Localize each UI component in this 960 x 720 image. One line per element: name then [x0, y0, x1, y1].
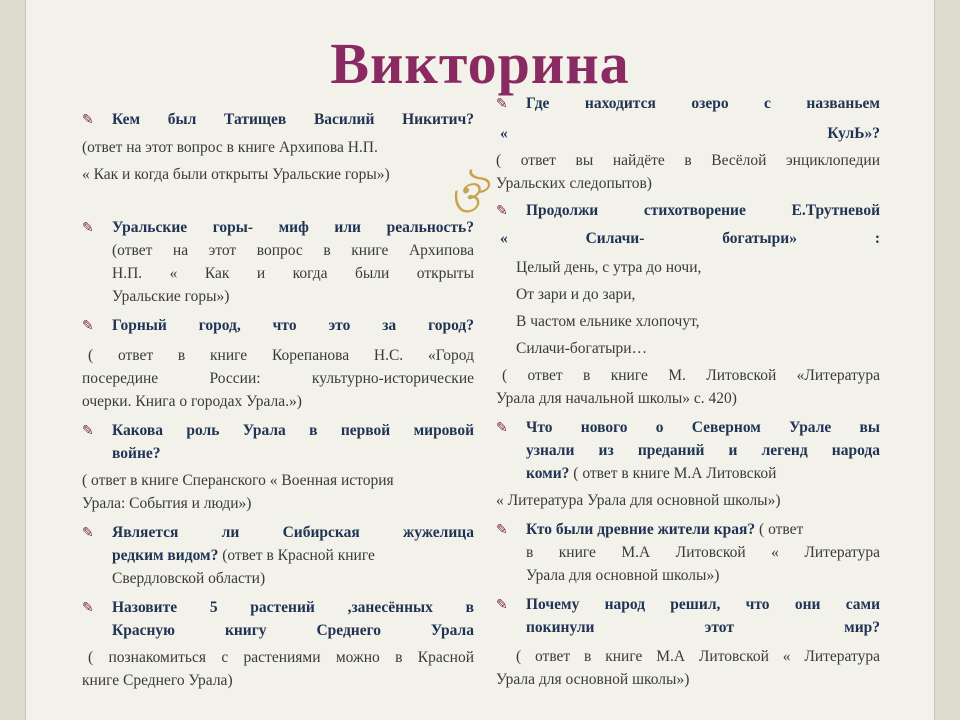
answer-text: (ответ на этот вопрос в книге Архипова Н.П.	[82, 139, 378, 156]
answer-text: ( ответ в книге М. Литовской «Литература	[502, 367, 880, 384]
pen-bullet-icon: ✎	[82, 221, 94, 236]
pen-bullet-icon: ✎	[496, 421, 508, 436]
answer-text: Н.П. « Как и когда были открыты	[112, 265, 474, 282]
question-text: коми?	[526, 465, 570, 482]
question-text: « Силачи- богатыри» :	[500, 230, 880, 247]
answer-text: « Как и когда были открыты Уральские горы»)	[82, 166, 390, 183]
question-item	[82, 216, 474, 308]
question-text: Почему народ решил, что они сами	[526, 596, 880, 613]
question-text: редким видом?	[112, 547, 219, 564]
question-text: Кто были древние жители края?	[526, 521, 756, 538]
question-text: Назовите 5 растений ,занесённых в	[112, 599, 474, 616]
poem-line: Силачи-богатыри…	[516, 340, 648, 357]
question-item	[496, 518, 880, 587]
question-text: Горный город, что это за город?	[112, 317, 474, 334]
pen-bullet-icon: ✎	[496, 97, 508, 112]
answer-text: ( познакомиться с растениями можно в Красной	[88, 649, 474, 666]
question-text: Что нового о Северном Урале вы	[526, 419, 880, 436]
question-item	[82, 419, 474, 465]
answer-text: Урала для основной школы»)	[496, 671, 690, 688]
answer-text: ( ответ в книге Корепанова Н.С. «Город	[88, 347, 474, 364]
question-text: Продолжи стихотворение Е.Трутневой	[526, 202, 880, 219]
left-frame	[0, 0, 26, 720]
question-text: Является ли Сибирская жужелица	[112, 524, 474, 541]
pen-bullet-icon: ✎	[496, 598, 508, 613]
question-text: « КулЬ»?	[500, 125, 880, 142]
answer-text: посередине России: культурно-исторические	[82, 370, 474, 387]
poem-line: В частом ельнике хлопочут,	[516, 313, 700, 330]
answer-text: Урала для основной школы»)	[526, 567, 720, 584]
question-text: Уральские горы- миф или реальность?	[112, 219, 474, 236]
question-text: узнали из преданий и легенд народа	[526, 442, 880, 459]
question-item	[496, 92, 880, 116]
question-text: Какова роль Урала в первой мировой	[112, 422, 474, 439]
pen-bullet-icon: ✎	[82, 319, 94, 334]
question-item	[82, 521, 474, 590]
question-text: Где находится озеро с названьем	[526, 95, 880, 112]
ornament-icon: ঔ	[448, 173, 485, 222]
pen-bullet-icon: ✎	[82, 424, 94, 439]
question-text: войне?	[112, 445, 161, 462]
pen-bullet-icon: ✎	[82, 601, 94, 616]
answer-text: ( ответ в книге М.А Литовской « Литература	[516, 648, 880, 665]
answer-text: в книге М.А Литовской « Литература	[526, 544, 880, 561]
question-item	[496, 593, 880, 639]
answer-text: « Литература Урала для основной школы»)	[496, 492, 781, 509]
right-frame	[934, 0, 960, 720]
question-item	[82, 596, 474, 642]
answer-text: ( ответ в книге Сперанского « Военная история	[82, 472, 394, 489]
answer-text: Уральских следопытов)	[496, 175, 652, 192]
question-item	[496, 416, 880, 485]
answer-text: книге Среднего Урала)	[82, 672, 233, 689]
answer-text: (ответ в Красной книге	[218, 547, 375, 564]
pen-bullet-icon: ✎	[496, 523, 508, 538]
answer-text: очерки. Книга о городах Урала.»)	[82, 393, 302, 410]
poem-line: От зари и до зари,	[516, 286, 636, 303]
answer-text: ( ответ в книге М.А Литовской	[569, 465, 777, 482]
answer-text: ( ответ вы найдёте в Весёлой энциклопедии	[496, 152, 880, 169]
answer-text: (ответ на этот вопрос в книге Архипова	[112, 242, 474, 259]
answer-text: Уральские горы»)	[112, 288, 230, 305]
page-title: Викторина	[330, 31, 630, 96]
pen-bullet-icon: ✎	[496, 204, 508, 219]
poem-line: Целый день, с утра до ночи,	[516, 259, 702, 276]
pen-bullet-icon: ✎	[82, 526, 94, 541]
question-text: Кем был Татищев Василий Никитич?	[112, 111, 474, 128]
left-column	[82, 108, 474, 692]
answer-text: Урала: События и люди»)	[82, 495, 252, 512]
question-item	[496, 199, 880, 223]
question-item	[82, 108, 474, 132]
question-item	[82, 314, 474, 338]
right-column	[496, 92, 880, 691]
pen-bullet-icon: ✎	[82, 113, 94, 128]
question-text: Красную книгу Среднего Урала	[112, 622, 474, 639]
question-text: покинули этот мир?	[526, 619, 880, 636]
answer-text: Урала для начальной школы» с. 420)	[496, 390, 737, 407]
answer-text: Свердловской области)	[112, 570, 266, 587]
answer-text: ( ответ	[755, 521, 804, 538]
